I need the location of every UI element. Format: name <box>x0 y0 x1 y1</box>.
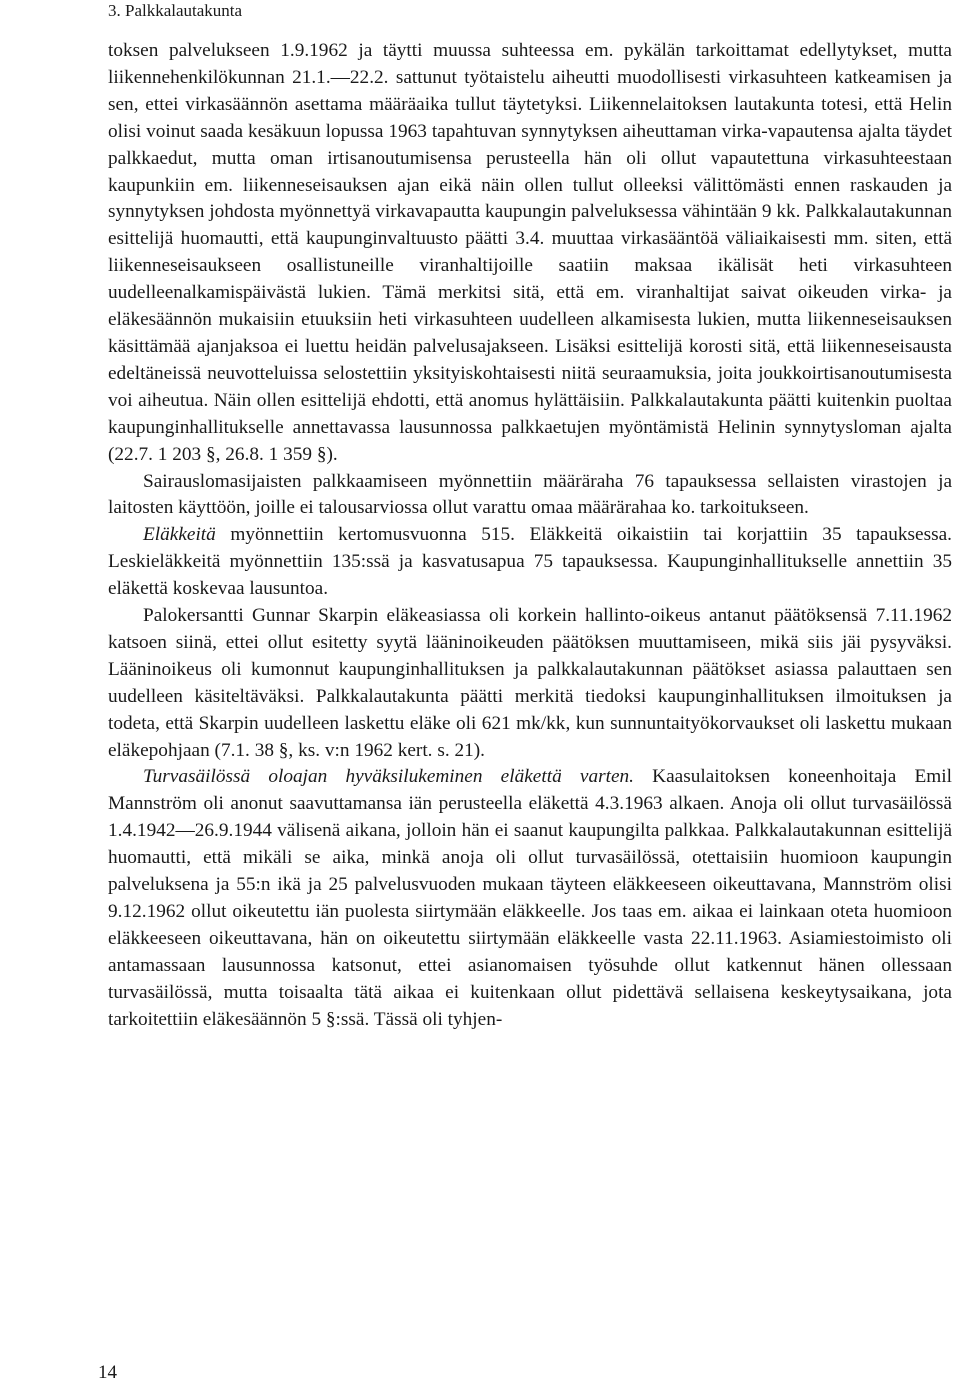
paragraph-lead-italic: Eläkkeitä <box>143 524 216 546</box>
paragraph-custody-time <box>108 764 952 1033</box>
paragraph-text: Kaasulaitoksen koneenhoitaja Emil Mannström oli anonut saavuttamansa iän perusteella eläkettä 4.3.1963 alkaen. Anoja oli ollut turvasäilössä 1.4.1942—26.9.1944 välisenä aikana, jolloin hän ei saanut kaupungilta palkkaa. Palkkalautakunnan esittelijä huomautti, että mikäli se aika, minkä anoja oli ollut turvasäilössä, otettaisiin huomioon kaupungin palveluksena ja 55:n ikä ja 25 palvelusvuoden mukaan täyteen eläkkeeseen oikeuttavana, Mannström olisi 9.12.1962 ollut oikeutettu iän puolesta siirtymään eläkkeelle. Jos taas em. aikaa ei lainkaan oteta huomioon eläkkeeseen oikeuttavana, hän on oikeutettu siirtymään eläkkeelle vasta 22.11.1963. Asiamiestoimisto oli antamassaan lausunnossa katsonut, ettei asianomaisen työsuhde ollut katkennut hänen ollessaan turvasäilössä, mutta toisaalta tätä aikaa ei kuitenkaan ollut pidettävä sellaisena keskeytysaikana, jota tarkoitettiin eläkesäännön 5 §:ssä. Tässä oli tyhjen- <box>108 766 952 1030</box>
paragraph-lead-italic: Turvasäilössä oloajan hyväksilukeminen eläkettä varten. <box>143 766 634 788</box>
body-text <box>108 38 952 1034</box>
paragraph-sick-leave <box>108 469 952 523</box>
paragraph-text: Palokersantti Gunnar Skarpin eläkeasiassa oli korkein hallinto-oikeus antanut päätöksensä 7.11.1962 katsoen siinä, ettei ollut esitetty syytä lääninoikeuden päätöksen muuttamiseen, mikä siis jäi pysyväksi. Lääninoikeus oli kumonnut kaupunginhallituksen ja palkkalautakunnan päätökset asiassa palauttaen sen uudelleen käsiteltäväksi. Palkkalautakunta päätti merkitä tiedoksi kaupunginhallituksen ilmoituksen ja todeta, että Skarpin uudelleen laskettu eläke oli 621 mk/kk, kun sunnuntaityökorvaukset oli laskettu mukaan eläkepohjaan (7.1. 38 §, ks. v:n 1962 kert. s. 21). <box>108 605 952 761</box>
paragraph-text: toksen palvelukseen 1.9.1962 ja täytti muussa suhteessa em. pykälän tarkoittamat edellytykset, mutta liikennehenkilökunnan 21.1.—22.2. sattunut työtaistelu aiheutti muodollisesti virkasuhteen katkeamisen ja sen, ettei virkasäännön asettama määräaika tullut täytetyksi. Liikennelaitoksen lautakunta totesi, että Helin olisi voinut saada kesäkuun lopussa 1963 tapahtuvan synnytyksen aiheuttaman virka-vapautensa ajalta täydet palkkaedut, mutta oman irtisanoutumisensa perusteella hän oli ollut vapautettuna virkasuhteestaan kaupunkiin em. liikenneseisauksen ajan eikä näin ollen tullut olleeksi välittömästi ennen raskauden ja synnytyksen johdosta myönnettyä virkavapautta kaupungin palveluksessa vähintään 9 kk. Palkkalautakunnan esittelijä huomautti, että kaupunginvaltuusto päätti 3.4. muuttaa virkasääntöä väliaikaisesti mm. siten, että liikenneseisaukseen osallistuneille viranhaltijoille saatiin maksaa ikälisät heti virkasuhteen uudelleenalkamispäivästä lukien. Tämä merkitsi sitä, että em. viranhaltijat saivat oikeuden virka- ja eläkesäännön mukaisiin etuuksiin heti virkasuhteen uudelleen alkamisesta lukien, mutta liikenneseisauksen käsittämää ajanjaksoa ei luettu heidän palvelusajakseen. Lisäksi esittelijä korosti sitä, että liikenneseisausta edeltäneissä neuvotteluissa selostettiin yksityiskohtaisesti niitä seuraamuksia, joita joukkoirtisanoutumisesta voi aiheutua. Näin ollen esittelijä ehdotti, että anomus hylättäisiin. Palkkalautakunta päätti kuitenkin puoltaa kaupunginhallitukselle annettavassa lausunnossa palkkaetujen myöntämistä Helinin synnytysloman ajalta (22.7. 1 203 §, 26.8. 1 359 §). <box>108 40 952 465</box>
running-head: 3. Palkkalautakunta <box>108 1 243 20</box>
paragraph-text: myönnettiin kertomusvuonna 515. Eläkkeitä oikaistiin tai korjattiin 35 tapauksessa. Leskieläkkeitä myönnettiin 135:ssä ja kasvatusapua 75 tapauksessa. Kaupunginhallitukselle annettiin 35 eläkettä koskevaa lausuntoa. <box>108 524 952 600</box>
paragraph-pensions <box>108 522 952 603</box>
paragraph-continuation <box>108 38 952 469</box>
paragraph-text: Sairauslomasijaisten palkkaamiseen myönnettiin määräraha 76 tapauksessa sellaisten virastojen ja laitosten käyttöön, joille ei talousarviossa ollut varattu omaa määrärahaa ko. tarkoitukseen. <box>108 470 952 519</box>
paragraph-skarp <box>108 603 952 764</box>
page-number: 14 <box>98 1362 117 1383</box>
